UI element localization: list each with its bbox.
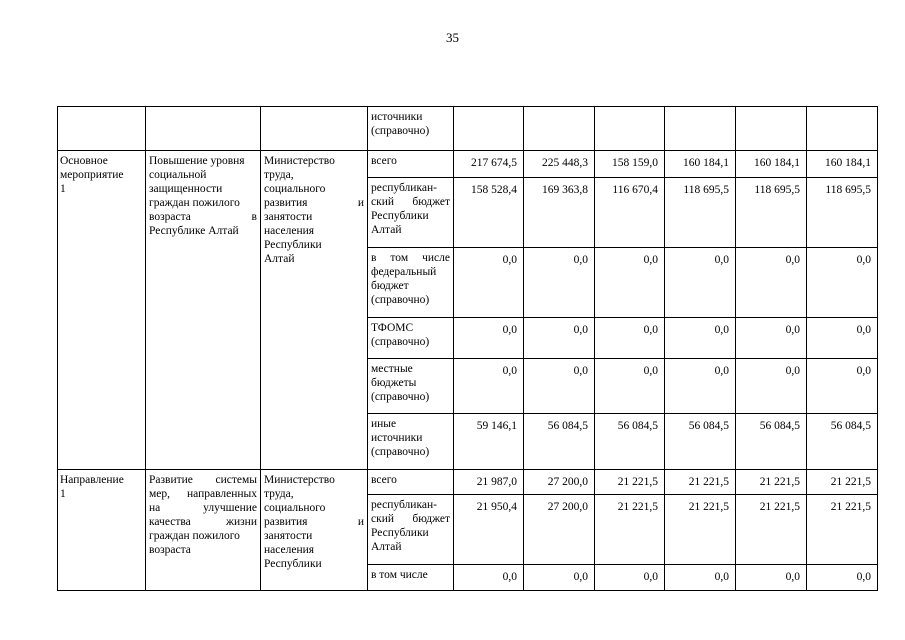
funding-source-line: (справочно) — [371, 294, 430, 306]
direction-1-name-cell — [146, 470, 261, 591]
funding-source-line: Алтай — [371, 224, 402, 236]
type-line: 1 — [60, 488, 66, 500]
name-line: Республике Алтай — [149, 225, 239, 237]
source-label-line: источники — [371, 111, 423, 123]
direction-1-type-cell — [58, 470, 146, 591]
activity-1-executor-cell — [261, 151, 368, 470]
empty-cell — [736, 107, 807, 151]
amount-cell: 118 695,5 — [736, 178, 807, 248]
funding-source-label — [368, 495, 454, 565]
executor-line: занятости — [264, 530, 313, 542]
empty-cell — [807, 107, 878, 151]
name-line: Развитие системы — [149, 474, 257, 486]
name-line: Повышение уровня — [149, 155, 245, 167]
amount-cell: 0,0 — [454, 359, 524, 414]
executor-line: Министерство — [264, 155, 335, 167]
funding-source-line: республикан- — [371, 499, 437, 511]
funding-source-line: бюджеты — [371, 377, 417, 389]
amount-cell: 0,0 — [665, 248, 736, 318]
amount-cell: 0,0 — [807, 359, 878, 414]
executor-line: Министерство — [264, 474, 335, 486]
funding-source-line: местные — [371, 363, 413, 375]
amount-cell: 56 084,5 — [807, 414, 878, 470]
amount-cell: 59 146,1 — [454, 414, 524, 470]
funding-source-line: источники — [371, 432, 423, 444]
table-row — [58, 470, 878, 495]
amount-cell: 21 221,5 — [595, 495, 665, 565]
activity-1-type-cell — [58, 151, 146, 470]
source-label-cell — [368, 107, 454, 151]
funding-source-line: (справочно) — [371, 336, 430, 348]
table-row — [58, 151, 878, 178]
amount-cell: 0,0 — [595, 565, 665, 591]
amount-cell: 0,0 — [736, 359, 807, 414]
amount-cell: 0,0 — [736, 318, 807, 359]
amount-cell: 21 221,5 — [665, 495, 736, 565]
funding-source-line: в том числе — [371, 569, 428, 581]
funding-source-line: Республики — [371, 210, 429, 222]
funding-source-label — [368, 318, 454, 359]
amount-cell: 0,0 — [595, 359, 665, 414]
amount-cell: 116 670,4 — [595, 178, 665, 248]
executor-line: развития и — [264, 516, 364, 528]
funding-source-label — [368, 414, 454, 470]
amount-cell: 21 221,5 — [595, 470, 665, 495]
executor-line: Республики — [264, 239, 322, 251]
amount-cell: 158 528,4 — [454, 178, 524, 248]
funding-source-line: федеральный — [371, 266, 437, 278]
amount-cell: 0,0 — [595, 318, 665, 359]
amount-cell: 118 695,5 — [665, 178, 736, 248]
amount-cell: 0,0 — [665, 318, 736, 359]
amount-cell: 160 184,1 — [807, 151, 878, 178]
amount-cell: 21 221,5 — [736, 470, 807, 495]
type-line: 1 — [60, 183, 66, 195]
name-line: граждан пожилого — [149, 530, 240, 542]
funding-source-line: иные — [371, 418, 397, 430]
page-number: 35 — [446, 30, 459, 45]
empty-cell — [595, 107, 665, 151]
amount-cell: 0,0 — [665, 565, 736, 591]
executor-line: труда, — [264, 169, 294, 181]
amount-cell: 0,0 — [807, 565, 878, 591]
amount-cell: 217 674,5 — [454, 151, 524, 178]
amount-cell: 0,0 — [736, 565, 807, 591]
amount-cell: 0,0 — [665, 359, 736, 414]
executor-line: Республики — [264, 558, 322, 570]
executor-line: труда, — [264, 488, 294, 500]
amount-cell: 0,0 — [454, 248, 524, 318]
amount-cell: 56 084,5 — [524, 414, 595, 470]
amount-cell: 56 084,5 — [736, 414, 807, 470]
funding-source-label — [368, 178, 454, 248]
funding-source-label — [368, 565, 454, 591]
funding-source-line: ский бюджет — [371, 196, 450, 208]
executor-line: населения — [264, 225, 315, 237]
empty-cell — [665, 107, 736, 151]
funding-source-line: всего — [371, 155, 397, 167]
funding-source-line: Республики — [371, 527, 429, 539]
amount-cell: 118 695,5 — [807, 178, 878, 248]
amount-cell: 169 363,8 — [524, 178, 595, 248]
funding-source-line: республикан- — [371, 182, 437, 194]
amount-cell: 0,0 — [454, 565, 524, 591]
funding-source-line: ТФОМС — [371, 322, 414, 334]
empty-cell — [261, 107, 368, 151]
funding-source-line: ский бюджет — [371, 513, 450, 525]
source-label-line: (справочно) — [371, 125, 430, 137]
executor-line: социального — [264, 502, 326, 514]
funding-source-label — [368, 470, 454, 495]
type-line: мероприятие — [60, 169, 124, 181]
budget-table — [57, 106, 878, 591]
name-line: защищенности — [149, 183, 223, 195]
amount-cell: 27 200,0 — [524, 495, 595, 565]
name-line: возраста — [149, 544, 191, 556]
table-body — [58, 107, 878, 591]
name-line: качества жизни — [149, 516, 257, 528]
amount-cell: 21 950,4 — [454, 495, 524, 565]
amount-cell: 21 221,5 — [807, 470, 878, 495]
funding-source-label — [368, 248, 454, 318]
amount-cell: 158 159,0 — [595, 151, 665, 178]
amount-cell: 0,0 — [736, 248, 807, 318]
amount-cell: 0,0 — [524, 248, 595, 318]
amount-cell: 0,0 — [595, 248, 665, 318]
funding-source-line: в том числе — [371, 252, 450, 264]
amount-cell: 0,0 — [454, 318, 524, 359]
funding-source-line: всего — [371, 474, 397, 486]
amount-cell: 27 200,0 — [524, 470, 595, 495]
type-line: Основное — [60, 155, 108, 167]
funding-source-line: Алтай — [371, 541, 402, 553]
activity-1-name-cell — [146, 151, 261, 470]
empty-cell — [524, 107, 595, 151]
amount-cell: 21 987,0 — [454, 470, 524, 495]
amount-cell: 56 084,5 — [595, 414, 665, 470]
amount-cell: 21 221,5 — [736, 495, 807, 565]
funding-source-line: (справочно) — [371, 391, 430, 403]
funding-source-line: бюджет — [371, 280, 409, 292]
empty-cell — [454, 107, 524, 151]
amount-cell: 0,0 — [524, 565, 595, 591]
executor-line: социального — [264, 183, 326, 195]
funding-source-label — [368, 151, 454, 178]
type-line: Направление — [60, 474, 124, 486]
executor-line: Алтай — [264, 253, 295, 265]
funding-source-label — [368, 359, 454, 414]
amount-cell: 0,0 — [807, 248, 878, 318]
name-line: граждан пожилого — [149, 197, 240, 209]
amount-cell: 160 184,1 — [665, 151, 736, 178]
funding-source-line: (справочно) — [371, 446, 430, 458]
name-line: социальной — [149, 169, 207, 181]
amount-cell: 21 221,5 — [807, 495, 878, 565]
executor-line: населения — [264, 544, 315, 556]
amount-cell: 160 184,1 — [736, 151, 807, 178]
empty-cell — [58, 107, 146, 151]
name-line: на улучшение — [149, 502, 257, 514]
amount-cell: 0,0 — [524, 359, 595, 414]
amount-cell: 0,0 — [807, 318, 878, 359]
amount-cell: 56 084,5 — [665, 414, 736, 470]
executor-line: развития и — [264, 197, 364, 209]
executor-line: занятости — [264, 211, 313, 223]
direction-1-executor-cell — [261, 470, 368, 591]
name-line: мер, направленных — [149, 488, 257, 500]
amount-cell: 21 221,5 — [665, 470, 736, 495]
name-line: возраста в — [149, 211, 257, 223]
empty-cell — [146, 107, 261, 151]
table-row — [58, 107, 878, 151]
amount-cell: 0,0 — [524, 318, 595, 359]
amount-cell: 225 448,3 — [524, 151, 595, 178]
